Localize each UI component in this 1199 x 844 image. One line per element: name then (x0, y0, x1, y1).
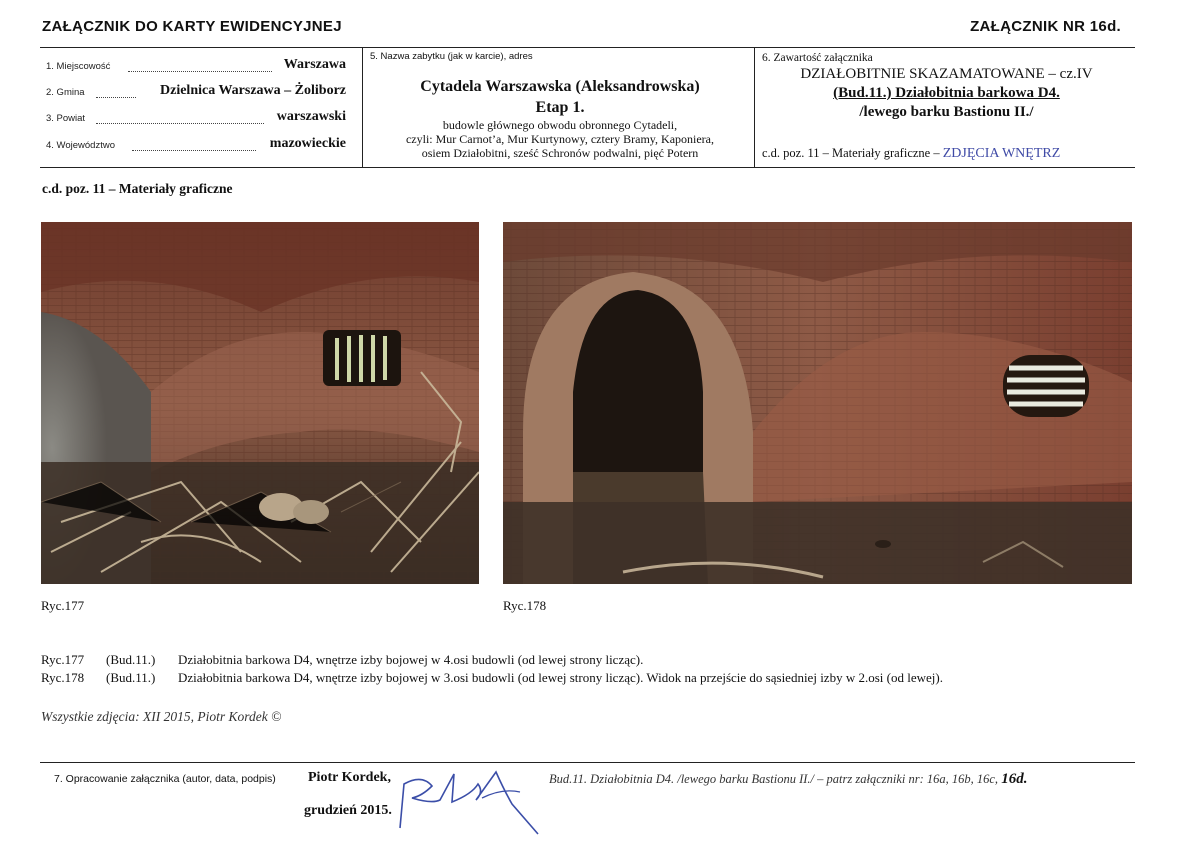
location-value: Warszawa (283, 57, 346, 72)
footer-reference (549, 771, 1027, 788)
contents-cell (758, 48, 1135, 167)
description-text: Działobitnia barkowa D4, wnętrze izby bojowej w 4.osi budowli (od lewej strony licząc). (178, 652, 644, 667)
footer-date: grudzień 2015. (304, 803, 392, 818)
contents-label: 6. Zawartość załącznika (762, 52, 873, 64)
footer-reference-text: Bud.11. Działobitnia D4. /lewego barku Bastionu II./ – patrz załączniki nr: 16a, 16b, 16c, (549, 772, 1002, 786)
footer-author: Piotr Kordek, (308, 770, 391, 785)
monument-stage: Etap 1. (535, 99, 585, 116)
dotted-leader (128, 71, 272, 72)
photo-caption: Ryc.177 (41, 598, 85, 613)
description-ref: Ryc.178 (41, 670, 85, 685)
description-ref: Ryc.177 (41, 652, 85, 667)
footer-label: 7. Opracowanie załącznika (autor, data, podpis) (54, 773, 276, 785)
location-row-city (46, 57, 346, 75)
monument-desc-line: osiem Działobitni, sześć Schronów podwalni, pięć Potern (421, 146, 699, 160)
monument-name: Cytadela Warszawska (Aleksandrowska) (420, 78, 700, 95)
contents-section-highlight: ZDJĘCIA WNĘTRZ (942, 146, 1061, 161)
table-divider (754, 48, 755, 167)
location-label: 4. Województwo (46, 140, 115, 151)
photo-ryc-178 (503, 222, 1132, 584)
location-row-gmina (46, 83, 346, 101)
section-title: c.d. poz. 11 – Materiały graficzne (42, 181, 233, 196)
photo-description (41, 652, 643, 668)
description-building: (Bud.11.) (106, 652, 156, 667)
dotted-leader (96, 123, 264, 124)
photo-ryc-177 (41, 222, 479, 584)
contents-section (762, 146, 1060, 162)
contents-line: DZIAŁOBITNIE SKAZAMATOWANE – cz.IV (800, 66, 1093, 82)
photo-caption: Ryc.178 (503, 598, 547, 613)
table-divider (362, 48, 363, 167)
footer-reference-current: 16d. (1001, 771, 1028, 787)
description-building: (Bud.11.) (106, 670, 156, 685)
contents-section-prefix: c.d. poz. 11 – Materiały graficzne – (762, 146, 943, 160)
attachment-number: ZAŁĄCZNIK NR 16d. (970, 18, 1121, 35)
info-table (40, 47, 1135, 168)
monument-desc-line: czyli: Mur Carnot’a, Mur Kurtynowy, cztery Bramy, Kaponiera, (405, 132, 714, 146)
footer-divider (40, 762, 1135, 763)
location-value: warszawski (276, 109, 346, 124)
location-value: mazowieckie (269, 136, 346, 151)
location-label: 1. Miejscowość (46, 61, 111, 72)
dotted-leader (96, 97, 136, 98)
handwritten-signature (392, 764, 542, 836)
location-label: 3. Powiat (46, 113, 86, 124)
dotted-leader (132, 150, 256, 151)
location-row-powiat (46, 109, 346, 127)
contents-location: /lewego barku Bastionu II./ (859, 104, 1034, 120)
photo-credit: Wszystkie zdjęcia: XII 2015, Piotr Kordek © (41, 709, 282, 724)
cellar-archway-photo (503, 222, 1132, 584)
location-row-voivodeship (46, 136, 346, 154)
location-label: 2. Gmina (46, 87, 85, 98)
contents-building: (Bud.11.) Działobitnia barkowa D4. (833, 85, 1060, 101)
monument-desc-line: budowle głównego obwodu obronnego Cytadeli, (442, 118, 678, 132)
location-value: Dzielnica Warszawa – Żoliborz (160, 83, 346, 98)
monument-label: 5. Nazwa zabytku (jak w karcie), adres (370, 51, 533, 62)
attachment-header-title: ZAŁĄCZNIK DO KARTY EWIDENCYJNEJ (42, 18, 342, 35)
description-text: Działobitnia barkowa D4, wnętrze izby bojowej w 3.osi budowli (od lewej strony licząc). Widok na przejście do sąsiedniej izby w 2.osi (od lewej). (178, 670, 943, 685)
cellar-interior-photo (41, 222, 479, 584)
photo-description (41, 670, 943, 686)
monument-cell (366, 48, 754, 167)
